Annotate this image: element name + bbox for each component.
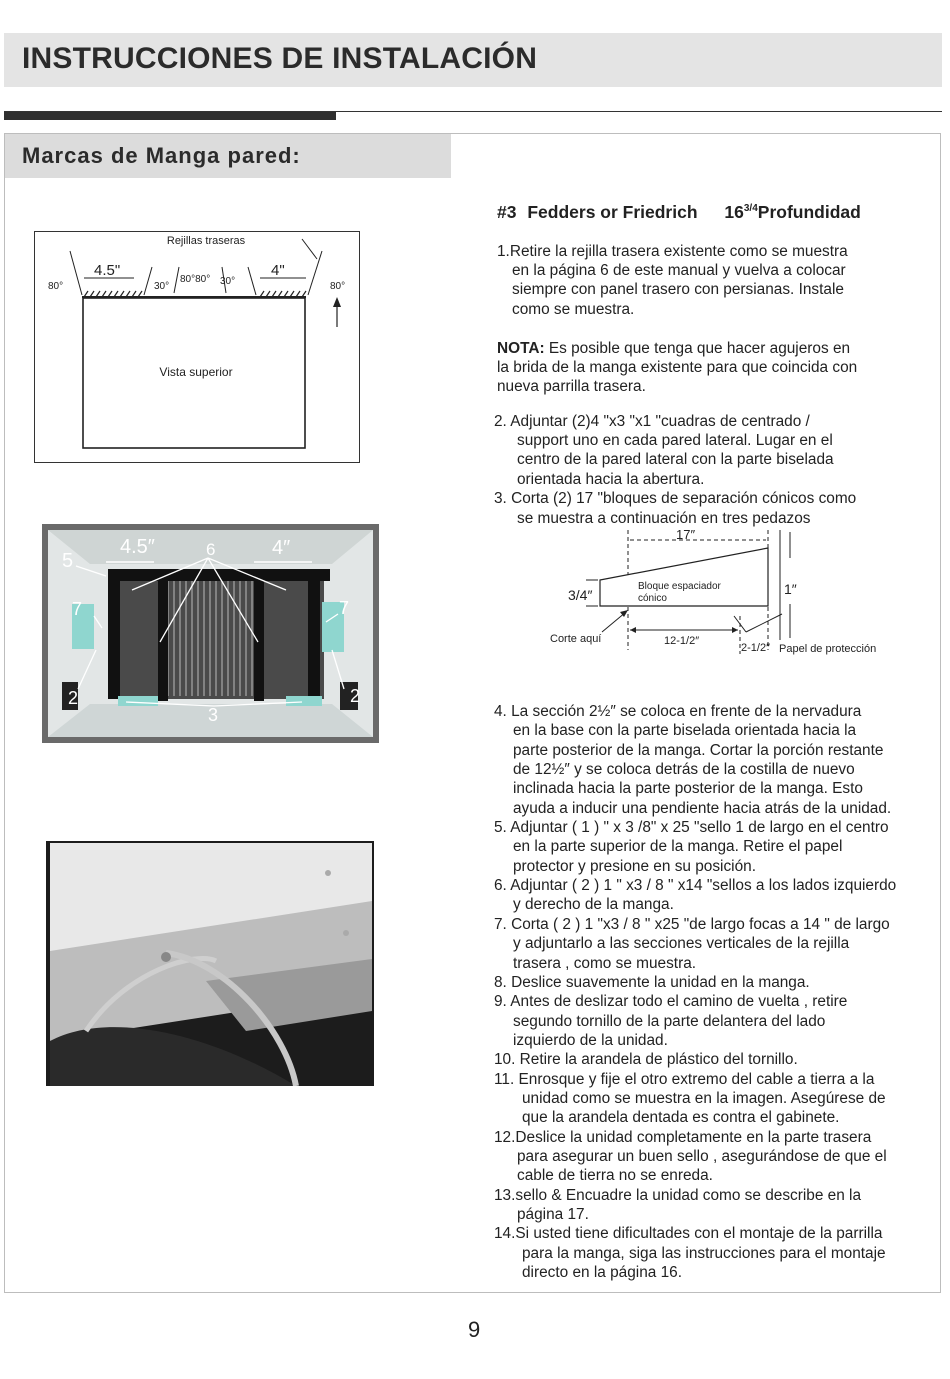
step-3-line: se muestra a continuación en tres pedazos — [517, 510, 811, 527]
callout-number: 2 — [68, 688, 79, 708]
step-line: 11. Enrosque y fije el otro extremo del cable a tierra a la — [494, 1071, 875, 1088]
step-line: en la parte superior de la manga. Retire el papel — [513, 838, 843, 855]
step-line: 6. Adjuntar ( 2 ) 1 " x3 / 8 " x14 "sellos a los lados izquierdo — [494, 877, 897, 894]
step-line: protector y presione en su posición. — [513, 858, 756, 875]
step-line: 13.sello & Encuadre la unidad como se describe en la — [494, 1187, 862, 1204]
dim-left: 4.5" — [94, 262, 121, 279]
step-line: directo en la página 16. — [522, 1264, 683, 1281]
page-title: INSTRUCCIONES DE INSTALACIÓN — [22, 42, 538, 75]
cut-here-label: Corte aquí — [550, 633, 602, 645]
step-line: unidad como se muestra en la imagen. Asegúrese de — [522, 1090, 886, 1107]
top-view-diagram — [34, 231, 361, 464]
section-title: Marcas de Manga pared: — [22, 143, 301, 168]
step-line: inclinada hacia la parte posterior de la manga. Esto — [513, 780, 863, 797]
header-rule-accent — [4, 112, 336, 120]
block-right-height: 1″ — [784, 581, 797, 597]
step-line: 12.Deslice la unidad completamente en la parte trasera — [494, 1129, 872, 1146]
step-line: y adjuntarlo a las secciones verticales de la rejilla — [513, 935, 850, 952]
step-line: página 17. — [517, 1206, 589, 1223]
step-line: 9. Antes de deslizar todo el camino de vuelta , retire — [494, 993, 848, 1010]
photo-dim-right: 4″ — [272, 537, 291, 559]
segment-label: 2-1/2″ — [741, 642, 770, 654]
sleeve-interior-photo — [42, 524, 379, 743]
step-2-line: 2. Adjuntar (2)4 "x3 "x1 "cuadras de centrado / — [494, 413, 810, 430]
depth-fraction: 3/4 — [743, 203, 758, 214]
callout-number: 6 — [206, 540, 216, 559]
segment-label: 12-1/2″ — [664, 635, 700, 647]
angle-label: 30° — [154, 281, 170, 292]
angle-label: 80°80° — [180, 274, 211, 285]
step-line: 8. Deslice suavemente la unidad en la manga. — [494, 974, 810, 991]
note-line — [497, 339, 850, 359]
model-number: #3 — [497, 201, 517, 222]
note-label: NOTA: — [497, 340, 545, 357]
model-brand: Fedders or Friedrich — [527, 201, 698, 222]
top-view-label: Vista superior — [159, 365, 233, 379]
block-left-height: 3/4″ — [568, 587, 593, 603]
depth-label: Profundidad — [757, 201, 861, 222]
angle-label: 30° — [220, 276, 236, 287]
step-line: 7. Corta ( 2 ) 1 "x3 / 8 " x25 "de largo focas a 14 " de largo — [494, 916, 890, 933]
rear-grille-label: Rejillas traseras — [166, 235, 246, 247]
step-line: 4. La sección 2½″ se coloca en frente de la nervadura — [494, 703, 862, 720]
callout-number: 2 — [350, 686, 361, 706]
step-line: 14.Si usted tiene dificultades con el montaje de la parrilla — [494, 1225, 883, 1242]
note-text: Es posible que tenga que hacer agujeros en — [544, 340, 851, 357]
step-1-line: en la página 6 de este manual y vuelva a colocar — [512, 262, 846, 279]
step-line: ayuda a inducir una pendiente hacia atrás de la unidad. — [513, 800, 892, 817]
callout-number: 7 — [72, 599, 83, 619]
step-line: parte posterior de la manga. Cortar la porción restante — [513, 742, 884, 759]
angle-label: 80° — [330, 281, 346, 292]
block-label: Bloque espaciador — [638, 581, 721, 592]
angle-label: 80° — [48, 281, 64, 292]
callout-number: 7 — [339, 598, 350, 618]
step-line: para la manga, siga las instrucciones para el montaje — [522, 1245, 886, 1262]
step-1-line: 1.Retire la rejilla trasera existente como se muestra — [497, 243, 848, 260]
step-1-line: siempre con panel trasero con persianas. Instale — [512, 281, 844, 298]
block-label: cónico — [638, 593, 667, 604]
step-line: para asegurar un buen sello , asegurándose de que el — [517, 1148, 887, 1165]
note-line: nueva parrilla trasera. — [497, 378, 646, 395]
block-length-label: 17″ — [676, 528, 696, 542]
step-line: 5. Adjuntar ( 1 ) " x 3 /8" x 25 "sello 1 de largo en el centro — [494, 819, 889, 836]
backing-label: Papel de protección — [779, 643, 877, 655]
step-line: 10. Retire la arandela de plástico del tornillo. — [494, 1051, 798, 1068]
step-line: segundo tornillo de la parte delantera del lado — [513, 1013, 826, 1030]
step-line: de 12½″ y se coloca detrás de la costilla de nuevo — [513, 761, 855, 778]
step-line: trasera , como se muestra. — [513, 955, 697, 972]
step-2-line: orientada hacia la abertura. — [517, 471, 705, 488]
depth-whole: 16 — [724, 201, 744, 222]
step-line: izquierdo de la unidad. — [513, 1032, 668, 1049]
step-line: en la base con la parte biselada orientada hacia la — [513, 722, 857, 739]
model-heading — [497, 199, 861, 222]
step-1-line: como se muestra. — [512, 301, 635, 318]
tapered-block-diagram — [546, 528, 906, 660]
ground-wire-photo — [46, 841, 374, 1086]
dim-right: 4" — [271, 262, 285, 279]
callout-number: 3 — [208, 705, 219, 725]
step-line: cable de tierra no se enreda. — [517, 1167, 713, 1184]
step-2-line: centro de la pared lateral con la parte biselada — [517, 451, 834, 468]
step-3-line: 3. Corta (2) 17 "bloques de separación cónicos como — [494, 490, 857, 507]
step-line: y derecho de la manga. — [513, 896, 674, 913]
callout-number: 5 — [62, 550, 74, 572]
page-number: 9 — [468, 1317, 481, 1342]
photo-dim-left: 4.5″ — [120, 536, 155, 558]
note-line: la brida de la manga existente para que coincida con — [497, 359, 858, 376]
step-2-line: support uno en cada pared lateral. Lugar en el — [517, 432, 833, 449]
step-line: que la arandela dentada es contra el gabinete. — [522, 1109, 840, 1126]
